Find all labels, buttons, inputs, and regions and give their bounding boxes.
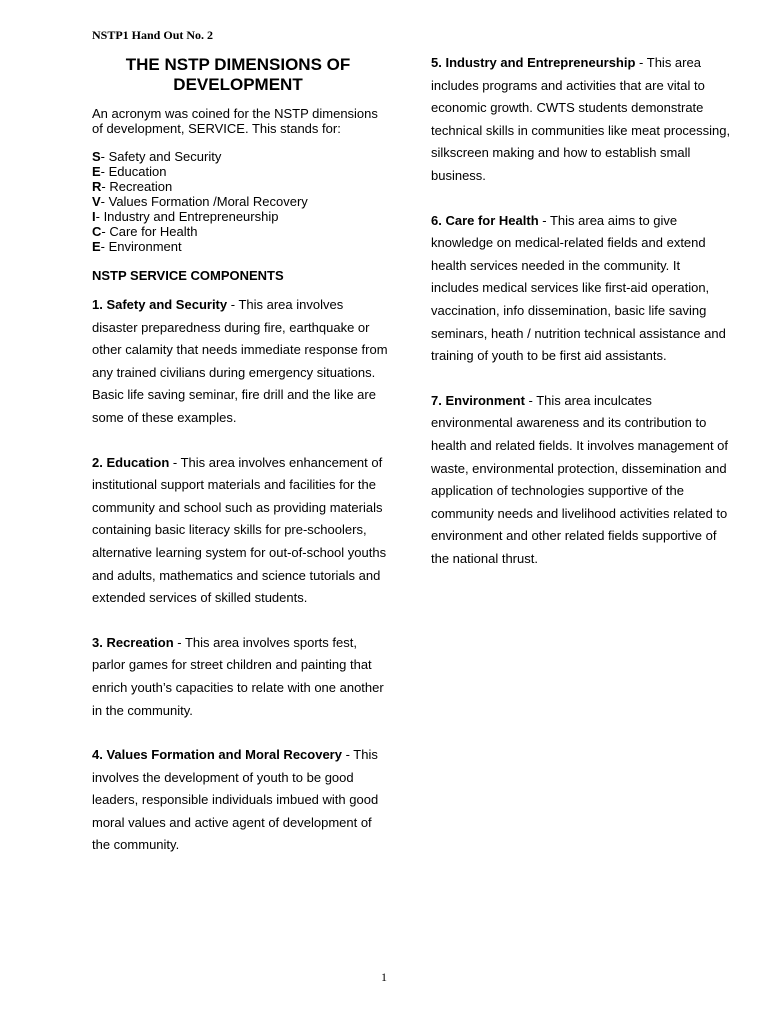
acronym-item [92,179,392,194]
acronym-item [92,224,392,239]
left-column [92,55,392,879]
component-heading: 4. Values Formation and Moral Recovery [92,747,342,763]
acronym-letter: E [92,164,101,179]
acronym-text: - Industry and Entrepreneurship [95,209,279,224]
intro-paragraph: An acronym was coined for the NSTP dimensions of development, SERVICE. This stands for: [92,106,378,136]
component-education [92,452,392,610]
component-text: - This area involves disaster preparedness during fire, earthquake or other calamity that needs immediate response from any trained civilians during emergency situations. Basic life saving seminar, fire drill and the like are some of these examples. [92,297,388,425]
component-text: - This area aims to give knowledge on medical-related fields and extend health services needed in the community. It includes medical services like first-aid operation, vaccination, info dissemination, basic life saving seminars, heath / nutrition technical assistance and training of youth to be first aid assistants. [431,212,726,364]
component-recreation [92,632,392,722]
component-heading: 2. Education [92,454,170,470]
acronym-text: - Environment [100,239,182,254]
acronym-letter: E [92,239,101,254]
document-header: NSTP1 Hand Out No. 2 [92,28,214,42]
acronym-text: - Safety and Security [100,149,222,164]
right-column [431,52,731,592]
section-title: NSTP SERVICE COMPONENTS [92,268,284,283]
acronym-letter: V [92,194,101,209]
component-text: - This area includes programs and activities that are vital to economic growth. CWTS students demonstrate technical skills in communities like meat processing, silkscreen making and how to establish small business. [431,55,731,183]
component-values-formation [92,744,392,857]
page-number: 1 [381,970,387,984]
acronym-item [92,194,392,209]
component-text: - This area involves sports fest, parlor games for street children and painting that enrich youth’s capacities to relate with one another in the community. [92,634,384,718]
acronym-letter: R [92,179,102,194]
component-safety-security [92,294,392,430]
acronym-item [92,164,392,179]
acronym-text: - Recreation [101,179,173,194]
component-heading: 5. Industry and Entrepreneurship [431,55,636,70]
component-text: - This area involves enhancement of institutional support materials and facilities for the community and school such as providing materials containing basic literacy skills for pre-schoolers, alternative learning system for out-of-school youths and adults, mathematics and science tutorials and extended services of skilled students. [92,454,387,606]
component-environment [431,390,731,571]
component-text: - This area inculcates environmental awareness and its contribution to health and related fields. It involves management of waste, environmental protection, dissemination and application of technologies supportive of the community needs and livelihood activities related to environment and other related fields supportive of the national thrust. [431,392,729,566]
acronym-item [92,149,392,164]
component-industry [431,52,731,188]
acronym-letter: C [92,224,102,239]
component-health [431,210,731,368]
document-title: THE NSTP DIMENSIONS OF DEVELOPMENT [125,55,351,94]
acronym-item [92,209,392,224]
component-heading: 3. Recreation [92,634,174,650]
acronym-text: - Education [100,164,167,179]
component-heading: 7. Environment [431,392,525,408]
acronym-letter: I [92,209,96,224]
component-heading: 1. Safety and Security [92,297,228,312]
acronym-letter: S [92,149,101,164]
acronym-list [92,149,392,254]
acronym-item [92,239,392,254]
acronym-text: - Care for Health [101,224,198,239]
component-heading: 6. Care for Health [431,212,539,228]
acronym-text: - Values Formation /Moral Recovery [100,194,308,209]
component-text: - This involves the development of youth to be good leaders, responsible individuals imbued with good moral values and active agent of development of the community. [92,747,379,853]
